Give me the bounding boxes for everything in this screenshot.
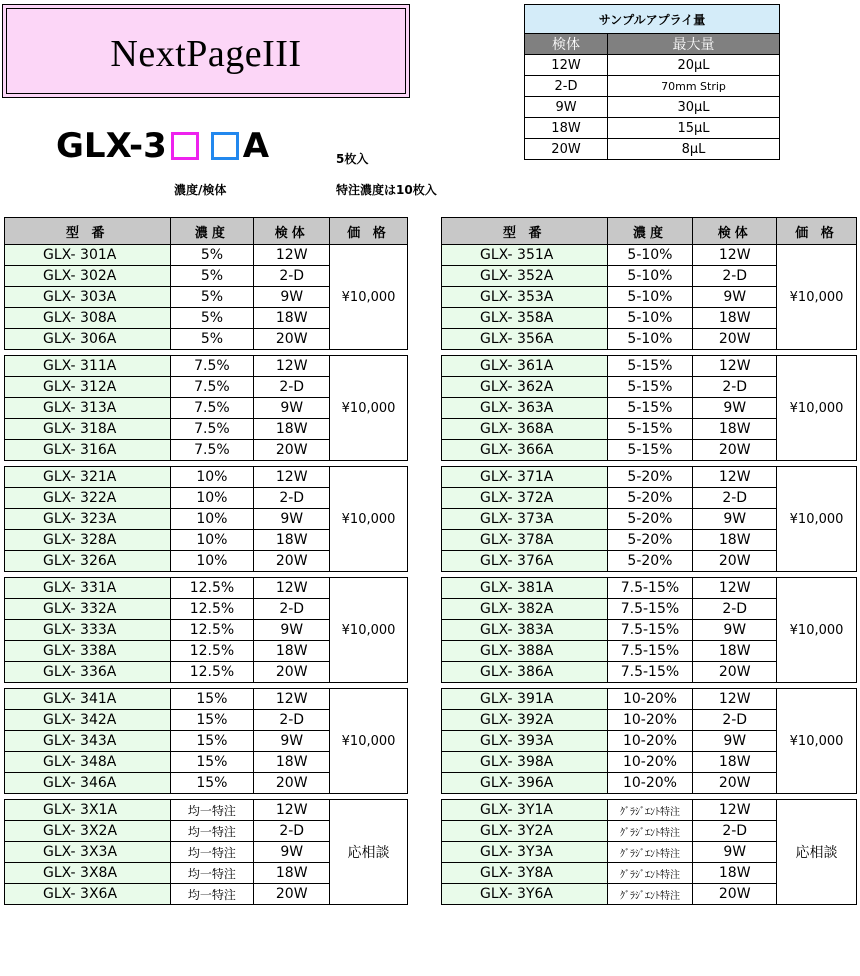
sample-format: 12W	[254, 689, 330, 710]
sample-format: 2-D	[693, 710, 777, 731]
product-table-left	[4, 217, 408, 905]
sample-format: 18W	[693, 530, 777, 551]
concentration: 12.5%	[170, 599, 254, 620]
concentration: 15%	[170, 689, 254, 710]
concentration: 均一特注	[170, 821, 254, 842]
concentration: 10%	[170, 488, 254, 509]
part-number: GLX- 302A	[5, 266, 171, 287]
part-number: GLX- 306A	[5, 329, 171, 350]
concentration: ｸﾞﾗｼﾞｴﾝﾄ特注	[607, 842, 693, 863]
sample-format: 12W	[693, 689, 777, 710]
part-number: GLX- 321A	[5, 467, 171, 488]
concentration: 10%	[170, 530, 254, 551]
price: ¥10,000	[330, 578, 408, 683]
column-header: 濃度	[170, 218, 254, 245]
sample-format: 9W	[693, 842, 777, 863]
part-number: GLX- 322A	[5, 488, 171, 509]
sample-format: 20W	[693, 773, 777, 794]
concentration: 5%	[170, 266, 254, 287]
part-number: GLX- 331A	[5, 578, 171, 599]
sample-format: 9W	[254, 509, 330, 530]
concentration: 5-15%	[607, 419, 693, 440]
concentration: 5-20%	[607, 509, 693, 530]
table-row	[5, 467, 408, 488]
part-number: GLX- 361A	[442, 356, 608, 377]
part-number: GLX- 313A	[5, 398, 171, 419]
sample-format: 18W	[254, 641, 330, 662]
part-number: GLX- 388A	[442, 641, 608, 662]
part-number: GLX- 351A	[442, 245, 608, 266]
supply-col-max: 最大量	[608, 34, 780, 55]
model-prefix: GLX-3	[56, 126, 167, 166]
sample-format: 9W	[693, 620, 777, 641]
concentration: 12.5%	[170, 641, 254, 662]
sample-format: 18W	[254, 752, 330, 773]
concentration: 12.5%	[170, 578, 254, 599]
sample-format: 9W	[693, 731, 777, 752]
sample-format: 9W	[693, 509, 777, 530]
part-number: GLX- 332A	[5, 599, 171, 620]
sample-format: 2-D	[254, 266, 330, 287]
sample-format: 12W	[693, 800, 777, 821]
concentration: 7.5-15%	[607, 620, 693, 641]
concentration: 7.5-15%	[607, 641, 693, 662]
special-order-note: 特注濃度は10枚入	[336, 183, 437, 197]
concentration: 5-10%	[607, 245, 693, 266]
column-header: 価 格	[330, 218, 408, 245]
part-number: GLX- 363A	[442, 398, 608, 419]
concentration: 5-20%	[607, 530, 693, 551]
table-row	[5, 800, 408, 821]
sample-format: 20W	[254, 551, 330, 572]
concentration: 5-20%	[607, 467, 693, 488]
price: ¥10,000	[330, 467, 408, 572]
part-number: GLX- 328A	[5, 530, 171, 551]
column-header: 型 番	[5, 218, 171, 245]
table-row	[442, 689, 857, 710]
concentration: 5-15%	[607, 398, 693, 419]
part-number: GLX- 383A	[442, 620, 608, 641]
part-number: GLX- 348A	[5, 752, 171, 773]
part-number: GLX- 352A	[442, 266, 608, 287]
part-number: GLX- 312A	[5, 377, 171, 398]
part-number: GLX- 346A	[5, 773, 171, 794]
sample-format: 18W	[693, 419, 777, 440]
column-header: 価 格	[777, 218, 857, 245]
sample-square-icon	[211, 132, 239, 160]
part-number: GLX- 381A	[442, 578, 608, 599]
column-header: 検体	[693, 218, 777, 245]
part-number: GLX- 372A	[442, 488, 608, 509]
part-number: GLX- 3X8A	[5, 863, 171, 884]
price: ¥10,000	[777, 356, 857, 461]
sample-format: 2-D	[254, 377, 330, 398]
sample-format: 20W	[693, 440, 777, 461]
table-row	[5, 578, 408, 599]
concentration: 5-10%	[607, 266, 693, 287]
sample-format: 12W	[254, 356, 330, 377]
title-box	[2, 4, 410, 98]
part-number: GLX- 396A	[442, 773, 608, 794]
part-number: GLX- 336A	[5, 662, 171, 683]
concentration: 15%	[170, 710, 254, 731]
sample-format: 18W	[254, 530, 330, 551]
column-header: 型 番	[442, 218, 608, 245]
part-number: GLX- 338A	[5, 641, 171, 662]
concentration: 15%	[170, 752, 254, 773]
sample-format: 9W	[693, 398, 777, 419]
sample-format: 18W	[693, 308, 777, 329]
concentration: 10%	[170, 509, 254, 530]
sample-format: 9W	[693, 287, 777, 308]
column-header: 濃度	[607, 218, 693, 245]
concentration: 10-20%	[607, 689, 693, 710]
concentration: 15%	[170, 731, 254, 752]
sample-format: 12W	[693, 578, 777, 599]
supply-amount: 8μL	[608, 139, 780, 160]
concentration: 5-15%	[607, 356, 693, 377]
concentration: 7.5-15%	[607, 662, 693, 683]
part-number: GLX- 3Y8A	[442, 863, 608, 884]
concentration: ｸﾞﾗｼﾞｴﾝﾄ特注	[607, 863, 693, 884]
sample-format: 12W	[254, 467, 330, 488]
product-table-right	[441, 217, 857, 905]
concentration: 7.5%	[170, 398, 254, 419]
part-number: GLX- 391A	[442, 689, 608, 710]
concentration: 10-20%	[607, 752, 693, 773]
concentration: 5%	[170, 245, 254, 266]
part-number: GLX- 386A	[442, 662, 608, 683]
sample-supply-table	[524, 4, 780, 160]
sample-format: 9W	[254, 842, 330, 863]
sample-format: 2-D	[254, 821, 330, 842]
part-number: GLX- 3Y1A	[442, 800, 608, 821]
concentration: 7.5%	[170, 377, 254, 398]
concentration: 12.5%	[170, 620, 254, 641]
price: 応相談	[330, 800, 408, 905]
sample-format: 2-D	[254, 488, 330, 509]
concentration: 10-20%	[607, 773, 693, 794]
concentration: 5-10%	[607, 287, 693, 308]
square-legend: 濃度/検体	[174, 183, 227, 197]
part-number: GLX- 376A	[442, 551, 608, 572]
concentration: 12.5%	[170, 662, 254, 683]
sample-format: 20W	[693, 662, 777, 683]
sample-format: 12W	[693, 245, 777, 266]
price: ¥10,000	[330, 245, 408, 350]
page-title: NextPageIII	[110, 33, 302, 75]
concentration-square-icon	[171, 132, 199, 160]
supply-col-sample: 検体	[525, 34, 608, 55]
concentration: 7.5-15%	[607, 599, 693, 620]
part-number: GLX- 356A	[442, 329, 608, 350]
sample-format: 12W	[693, 467, 777, 488]
part-number: GLX- 392A	[442, 710, 608, 731]
price: ¥10,000	[777, 689, 857, 794]
concentration: 5%	[170, 329, 254, 350]
sample-format: 18W	[254, 308, 330, 329]
concentration: 均一特注	[170, 800, 254, 821]
concentration: 5-15%	[607, 440, 693, 461]
concentration: 10%	[170, 551, 254, 572]
price: 応相談	[777, 800, 857, 905]
sample-format: 20W	[693, 329, 777, 350]
pack-count-note: 5枚入	[336, 152, 369, 166]
table-row	[442, 800, 857, 821]
sample-format: 2-D	[254, 710, 330, 731]
concentration: 5%	[170, 308, 254, 329]
sample-format: 2-D	[254, 599, 330, 620]
table-row	[442, 578, 857, 599]
sample-format: 20W	[254, 884, 330, 905]
sample-format: 12W	[254, 245, 330, 266]
concentration: 7.5%	[170, 356, 254, 377]
table-row	[5, 689, 408, 710]
sample-format: 9W	[254, 731, 330, 752]
supply-sample: 12W	[525, 55, 608, 76]
table-row	[5, 245, 408, 266]
table-row	[442, 245, 857, 266]
concentration: 5-15%	[607, 377, 693, 398]
concentration: 均一特注	[170, 842, 254, 863]
concentration: 均一特注	[170, 884, 254, 905]
sample-format: 12W	[693, 356, 777, 377]
sample-format: 2-D	[693, 599, 777, 620]
table-row	[5, 356, 408, 377]
price: ¥10,000	[330, 356, 408, 461]
part-number: GLX- 318A	[5, 419, 171, 440]
sample-format: 12W	[254, 800, 330, 821]
supply-amount: 15μL	[608, 118, 780, 139]
concentration: 均一特注	[170, 863, 254, 884]
part-number: GLX- 366A	[442, 440, 608, 461]
concentration: 10-20%	[607, 731, 693, 752]
part-number: GLX- 371A	[442, 467, 608, 488]
sample-format: 20W	[254, 662, 330, 683]
concentration: 5-20%	[607, 551, 693, 572]
column-header: 検体	[254, 218, 330, 245]
part-number: GLX- 393A	[442, 731, 608, 752]
sample-format: 18W	[254, 863, 330, 884]
part-number: GLX- 3X6A	[5, 884, 171, 905]
part-number: GLX- 362A	[442, 377, 608, 398]
part-number: GLX- 3Y3A	[442, 842, 608, 863]
part-number: GLX- 3Y6A	[442, 884, 608, 905]
sample-format: 20W	[254, 773, 330, 794]
concentration: 10-20%	[607, 710, 693, 731]
concentration: 7.5-15%	[607, 578, 693, 599]
price: ¥10,000	[777, 578, 857, 683]
concentration: 10%	[170, 467, 254, 488]
concentration: 5-10%	[607, 329, 693, 350]
part-number: GLX- 358A	[442, 308, 608, 329]
part-number: GLX- 373A	[442, 509, 608, 530]
part-number: GLX- 378A	[442, 530, 608, 551]
part-number: GLX- 342A	[5, 710, 171, 731]
concentration: ｸﾞﾗｼﾞｴﾝﾄ特注	[607, 800, 693, 821]
sample-format: 18W	[693, 863, 777, 884]
price: ¥10,000	[777, 245, 857, 350]
concentration: ｸﾞﾗｼﾞｴﾝﾄ特注	[607, 884, 693, 905]
model-suffix: A	[242, 126, 270, 166]
part-number: GLX- 301A	[5, 245, 171, 266]
price: ¥10,000	[330, 689, 408, 794]
concentration: 15%	[170, 773, 254, 794]
part-number: GLX- 382A	[442, 599, 608, 620]
sample-format: 12W	[254, 578, 330, 599]
part-number: GLX- 303A	[5, 287, 171, 308]
sample-format: 2-D	[693, 821, 777, 842]
supply-amount: 30μL	[608, 97, 780, 118]
table-row	[442, 356, 857, 377]
model-code	[56, 126, 269, 166]
sample-format: 18W	[254, 419, 330, 440]
part-number: GLX- 341A	[5, 689, 171, 710]
supply-sample: 18W	[525, 118, 608, 139]
sample-format: 9W	[254, 398, 330, 419]
concentration: 5%	[170, 287, 254, 308]
part-number: GLX- 308A	[5, 308, 171, 329]
part-number: GLX- 353A	[442, 287, 608, 308]
sample-format: 2-D	[693, 266, 777, 287]
concentration: 7.5%	[170, 419, 254, 440]
sample-format: 2-D	[693, 488, 777, 509]
sample-format: 18W	[693, 752, 777, 773]
part-number: GLX- 3Y2A	[442, 821, 608, 842]
sample-format: 2-D	[693, 377, 777, 398]
part-number: GLX- 3X1A	[5, 800, 171, 821]
part-number: GLX- 333A	[5, 620, 171, 641]
sample-format: 18W	[693, 641, 777, 662]
supply-sample: 2-D	[525, 76, 608, 97]
supply-header: サンプルアプライ量	[525, 5, 780, 34]
sample-format: 20W	[254, 440, 330, 461]
sample-format: 20W	[254, 329, 330, 350]
sample-format: 9W	[254, 620, 330, 641]
part-number: GLX- 316A	[5, 440, 171, 461]
concentration: 7.5%	[170, 440, 254, 461]
part-number: GLX- 398A	[442, 752, 608, 773]
concentration: 5-20%	[607, 488, 693, 509]
part-number: GLX- 3X3A	[5, 842, 171, 863]
price: ¥10,000	[777, 467, 857, 572]
sample-format: 20W	[693, 884, 777, 905]
sample-format: 9W	[254, 287, 330, 308]
part-number: GLX- 368A	[442, 419, 608, 440]
concentration: ｸﾞﾗｼﾞｴﾝﾄ特注	[607, 821, 693, 842]
supply-sample: 9W	[525, 97, 608, 118]
sample-format: 20W	[693, 551, 777, 572]
concentration: 5-10%	[607, 308, 693, 329]
table-row	[442, 467, 857, 488]
part-number: GLX- 323A	[5, 509, 171, 530]
part-number: GLX- 343A	[5, 731, 171, 752]
supply-amount: 70mm Strip	[608, 76, 780, 97]
supply-amount: 20μL	[608, 55, 780, 76]
part-number: GLX- 326A	[5, 551, 171, 572]
supply-sample: 20W	[525, 139, 608, 160]
part-number: GLX- 3X2A	[5, 821, 171, 842]
part-number: GLX- 311A	[5, 356, 171, 377]
